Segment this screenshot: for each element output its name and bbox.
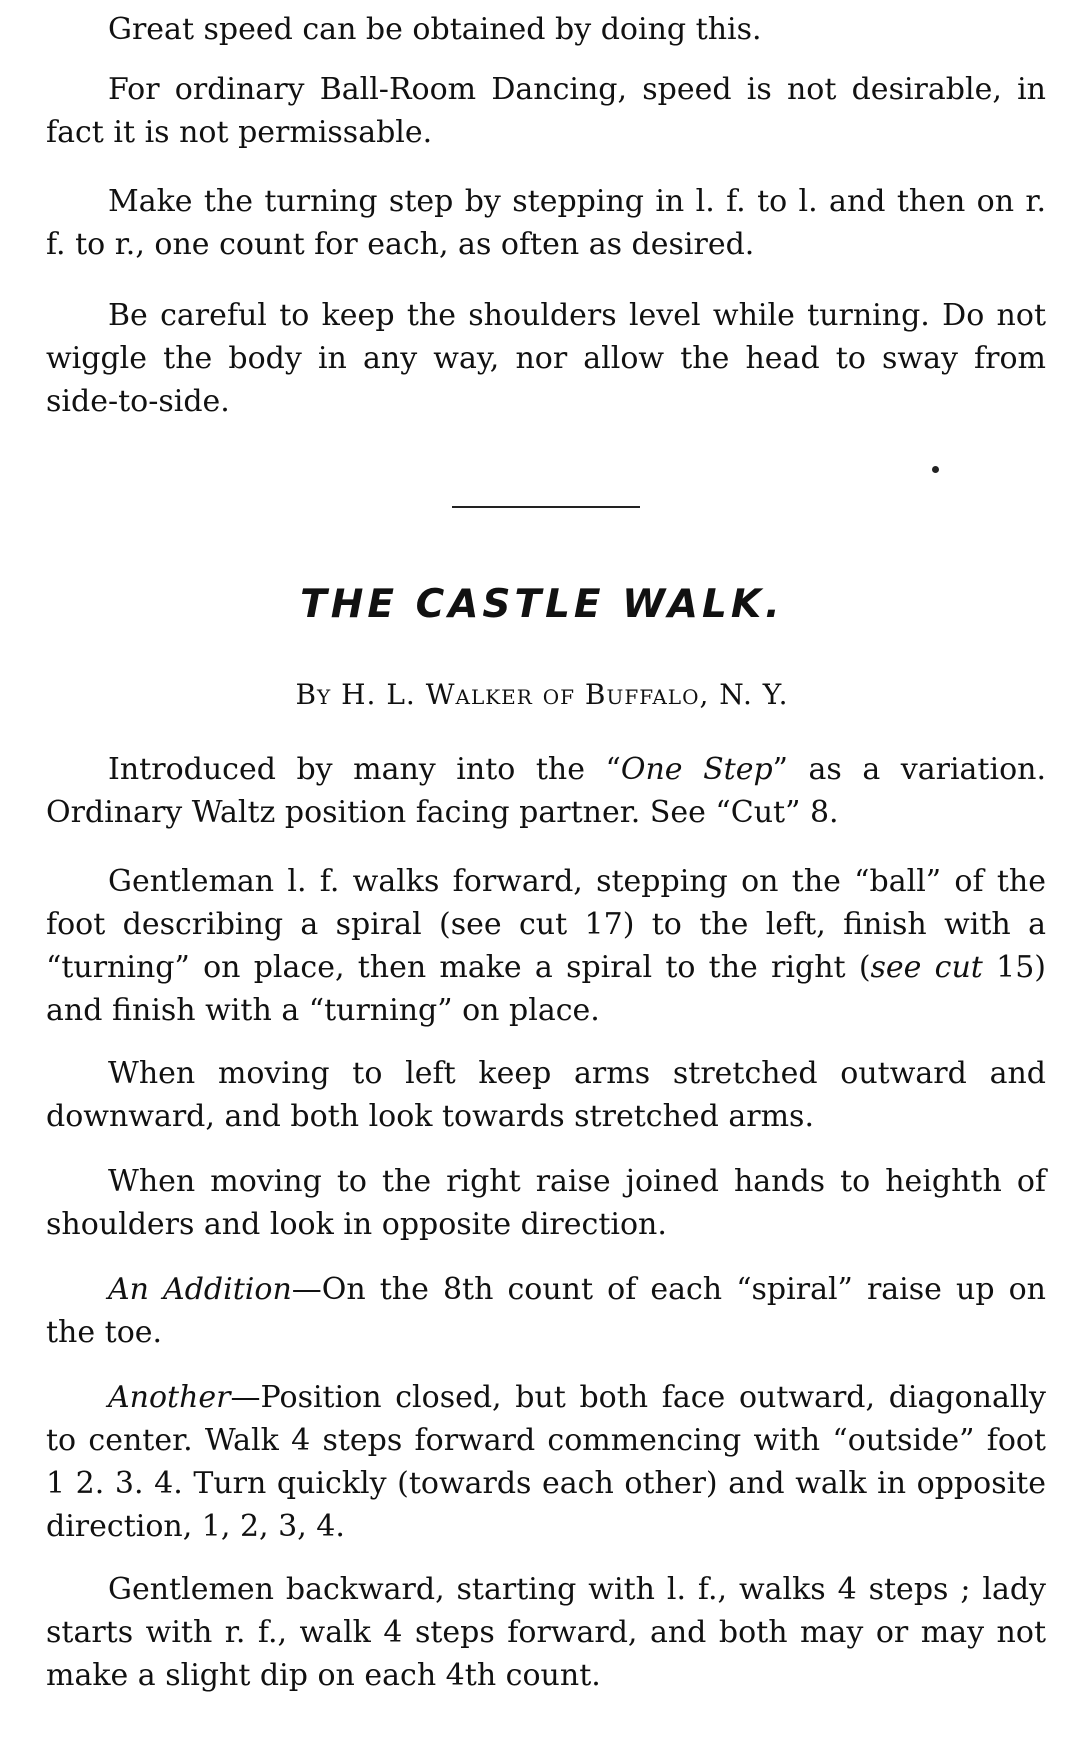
italic-text-run: An Addition: [108, 1272, 292, 1307]
intro-paragraph-ballroom: For ordinary Ball-Room Dancing, speed is not desirable, in fact it is not permissable.: [46, 72, 1046, 150]
italic-text-run: see cut: [870, 950, 983, 985]
body-paragraph-backward: Gentlemen backward, starting with l. f., walks 4 steps ; lady starts with r. f., walk 4 steps forward, and both may or may not make a slight dip on each 4th count.: [46, 1572, 1046, 1693]
body-paragraph-another: [46, 1376, 1046, 1548]
body-paragraph-gentleman: [46, 860, 1046, 1032]
section-title: THE CASTLE WALK.: [300, 582, 784, 627]
body-paragraph-addition: [46, 1268, 1046, 1354]
text-run: Gentleman l. f. walks forward, stepping on the “ball” of the foot describing a spiral (see cut 17) to the left, finish with a “turning” on place, then make a spiral to the right (: [46, 864, 1046, 985]
section-byline: By H. L. Walker of Buffalo, N. Y.: [295, 678, 789, 711]
intro-paragraph-turning-step: Make the turning step by stepping in l. f. to l. and then on r. f. to r., one count for each, as often as desired.: [46, 184, 1046, 262]
text-run: 15) and finish with a “turning” on place.: [46, 950, 1046, 1028]
body-paragraph-moving-left: When moving to left keep arms stretched outward and downward, and both look towards stretched arms.: [46, 1056, 1046, 1134]
body-paragraph-introduced: [46, 748, 1046, 834]
intro-paragraph-shoulders: Be careful to keep the shoulders level while turning. Do not wiggle the body in any way, nor allow the head to sway from side-to-side.: [46, 298, 1046, 419]
body-paragraph-moving-right: When moving to the right raise joined hands to heighth of shoulders and look in opposite direction.: [46, 1164, 1046, 1242]
ink-speck: [932, 466, 939, 473]
section-divider: [452, 506, 640, 508]
intro-paragraph-speed: Great speed can be obtained by doing this.: [108, 12, 762, 47]
italic-text-run: One Step: [620, 752, 773, 787]
text-run: —On the 8th count of each “spiral” raise up on the toe.: [46, 1272, 1046, 1350]
text-run: Introduced by many into the “: [108, 752, 621, 787]
text-run: —Position closed, but both face outward, diagonally to center. Walk 4 steps forward commencing with “outside” foot 1 2. 3. 4. Turn quickly (towards each other) and walk in opposite direction, 1, 2, 3, 4.: [46, 1380, 1046, 1544]
text-run: ” as a variation. Ordinary Waltz position facing partner. See “Cut” 8.: [46, 752, 1046, 830]
italic-text-run: Another: [108, 1380, 231, 1415]
